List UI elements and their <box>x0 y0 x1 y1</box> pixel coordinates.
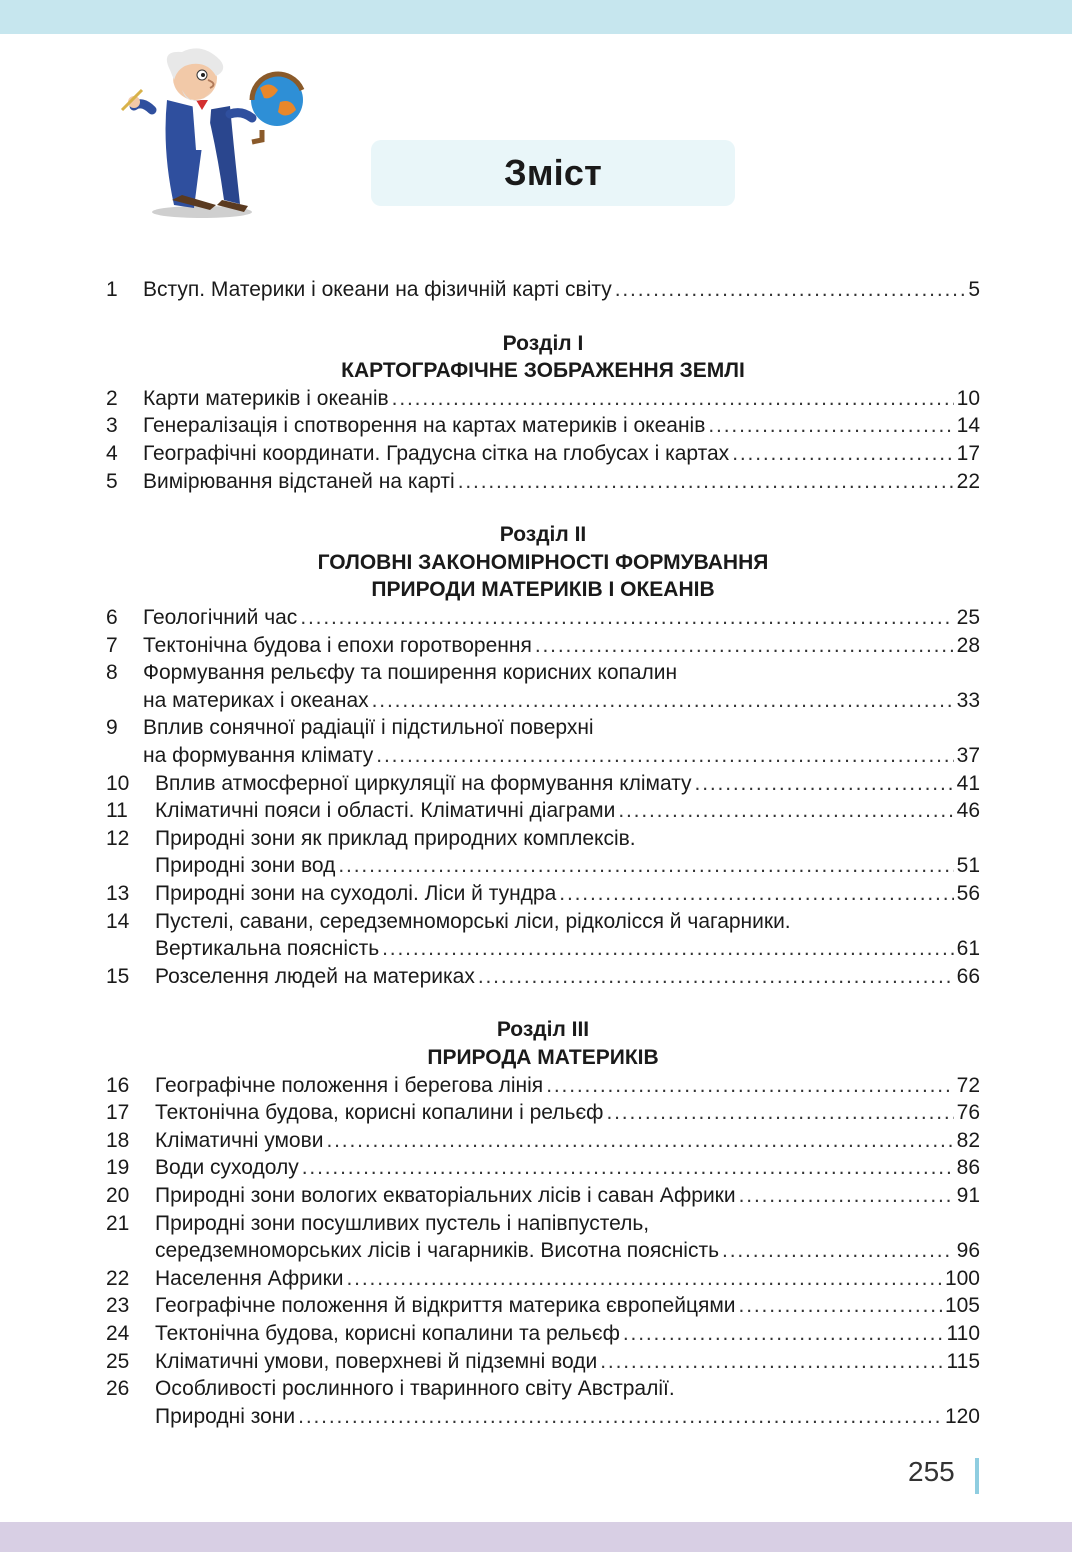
dot-leader <box>739 1182 954 1210</box>
entry-number: 14 <box>106 909 130 933</box>
entry-page: 82 <box>956 1128 980 1152</box>
professor-with-globe-illustration <box>112 40 322 220</box>
entry-page: 110 <box>946 1322 980 1345</box>
toc-entry <box>106 825 980 853</box>
entry-page: 76 <box>956 1101 980 1125</box>
toc-entry <box>106 1127 980 1155</box>
entry-title: Природні зони посушливих пустель і напівпустель, <box>155 1211 650 1235</box>
toc-entry <box>106 412 980 440</box>
toc-entry <box>106 468 980 496</box>
entry-number: 26 <box>106 1377 130 1401</box>
entry-page: 25 <box>956 606 980 629</box>
entry-title: Географічне положення і берегова лінія <box>155 1073 544 1097</box>
entry-number: 5 <box>106 469 118 493</box>
entry-title: Вимірювання відстаней на карті <box>143 469 455 493</box>
dot-leader <box>559 880 953 908</box>
dot-leader <box>623 1320 944 1348</box>
entry-page: 14 <box>956 414 980 438</box>
dot-leader <box>382 935 954 963</box>
entry-page: 51 <box>956 854 980 878</box>
entry-number: 10 <box>106 771 130 795</box>
entry-page: 41 <box>956 771 980 795</box>
entry-title: Географічні координати. Градусна сітка на глобусах і картах <box>143 442 730 465</box>
dot-leader <box>606 1099 953 1127</box>
entry-title: Геологічний час <box>143 606 298 629</box>
section-heading: ГОЛОВНІ ЗАКОНОМІРНОСТІ ФОРМУВАННЯ <box>317 550 769 574</box>
entry-number: 9 <box>106 716 118 740</box>
toc-entry <box>106 1265 980 1293</box>
dot-leader <box>338 852 953 880</box>
entry-number: 12 <box>106 826 130 850</box>
toc-entry <box>106 1375 980 1403</box>
section-heading: КАРТОГРАФІЧНЕ ЗОБРАЖЕННЯ ЗЕМЛІ <box>341 359 745 383</box>
dot-leader <box>347 1265 942 1293</box>
dot-leader <box>708 412 953 440</box>
toc-entry <box>106 880 980 908</box>
entry-number: 3 <box>106 414 118 438</box>
title-box <box>371 140 735 206</box>
toc-entry <box>106 276 980 304</box>
entry-page: 100 <box>944 1266 980 1290</box>
entry-number: 8 <box>106 661 118 685</box>
toc-entry <box>106 935 980 963</box>
entry-title: Населення Африки <box>155 1266 344 1290</box>
toc-entry <box>106 1072 980 1100</box>
entry-number: 20 <box>106 1184 130 1207</box>
toc-entry <box>106 908 980 936</box>
dot-leader <box>478 963 954 991</box>
entry-page: 22 <box>956 469 980 493</box>
bottom-color-band <box>0 1522 1072 1552</box>
entry-number: 18 <box>106 1128 130 1152</box>
entry-number: 21 <box>106 1211 130 1235</box>
section-label: Розділ ІІ <box>499 523 587 547</box>
entry-page: 33 <box>956 688 980 712</box>
dot-leader <box>546 1072 953 1100</box>
entry-page: 5 <box>968 278 980 301</box>
entry-title: Тектонічна будова, корисні копалини і рельєф <box>155 1101 604 1125</box>
toc-entry <box>106 1210 980 1238</box>
entry-title: Природні зони вод <box>155 854 336 878</box>
dot-leader <box>618 797 953 825</box>
entry-number: 6 <box>106 606 118 629</box>
entry-title: Природні зони <box>155 1404 296 1428</box>
dot-leader <box>302 1154 954 1182</box>
entry-number: 23 <box>106 1294 130 1318</box>
entry-title: Тектонічна будова і епохи горотворення <box>143 633 532 657</box>
entry-title: Географічне положення й відкриття материка європейцями <box>155 1294 736 1318</box>
entry-page: 46 <box>956 799 980 823</box>
entry-number: 4 <box>106 442 118 465</box>
entry-title: Природні зони на суходолі. Ліси й тундра <box>155 882 557 905</box>
toc-entry <box>106 1292 980 1320</box>
toc-entry <box>106 1182 980 1210</box>
page-title: Зміст <box>504 152 602 193</box>
entry-number: 19 <box>106 1156 130 1180</box>
entry-number: 22 <box>106 1266 130 1290</box>
entry-page: 10 <box>956 386 980 410</box>
dot-leader <box>326 1127 953 1155</box>
entry-title: Вертикальна поясність <box>155 937 380 961</box>
dot-leader <box>535 632 954 660</box>
entry-title: Тектонічна будова, корисні копалини та рельєф <box>155 1322 620 1345</box>
entry-page: 96 <box>956 1239 980 1263</box>
dot-leader <box>300 604 953 632</box>
section-label: Розділ І <box>502 331 584 355</box>
page-number-marker <box>975 1458 979 1494</box>
entry-number: 16 <box>106 1073 130 1097</box>
toc-entry <box>106 1320 980 1348</box>
dot-leader <box>298 1403 942 1431</box>
dot-leader <box>376 742 953 770</box>
entry-page: 105 <box>944 1294 980 1318</box>
entry-page: 61 <box>956 937 980 961</box>
entry-page: 72 <box>956 1073 980 1097</box>
dot-leader <box>722 1237 954 1265</box>
entry-title: Розселення людей на материках <box>155 964 475 988</box>
toc-entry <box>106 770 980 798</box>
top-color-band <box>0 0 1072 34</box>
entry-title: Вступ. Материки і океани на фізичній карті світу <box>143 278 612 301</box>
entry-title: Вплив сонячної радіації і підстильної поверхні <box>143 716 594 740</box>
page-number: 255 <box>908 1456 955 1487</box>
toc-entry <box>106 687 980 715</box>
entry-number: 2 <box>106 386 118 410</box>
entry-page: 37 <box>956 744 980 767</box>
toc-entry <box>106 714 980 742</box>
entry-number: 17 <box>106 1101 130 1125</box>
entry-title: Природні зони вологих екваторіальних лісів і саван Африки <box>155 1184 736 1207</box>
dot-leader <box>739 1292 942 1320</box>
toc-entry <box>106 742 980 770</box>
toc-entry <box>106 632 980 660</box>
toc-entry <box>106 1403 980 1431</box>
dot-leader <box>600 1348 943 1376</box>
entry-page: 28 <box>956 633 980 657</box>
toc-entry <box>106 385 980 413</box>
dot-leader <box>458 468 954 496</box>
entry-title: Кліматичні пояси і області. Кліматичні діаграми <box>155 799 616 823</box>
entry-title: Генералізація і спотворення на картах материків і океанів <box>143 414 706 438</box>
toc-entry <box>106 797 980 825</box>
toc-entry <box>106 440 980 468</box>
entry-title: Вплив атмосферної циркуляції на формування клімату <box>155 771 692 795</box>
entry-title: Карти материків і океанів <box>143 386 389 410</box>
dot-leader <box>695 770 954 798</box>
entry-page: 120 <box>944 1404 980 1428</box>
entry-page: 17 <box>956 442 980 465</box>
toc-entry <box>106 659 980 687</box>
entry-page: 91 <box>956 1184 980 1207</box>
entry-title: Кліматичні умови, поверхневі й підземні води <box>155 1349 598 1373</box>
toc-entry <box>106 1154 980 1182</box>
toc-entry <box>106 852 980 880</box>
entry-number: 7 <box>106 633 118 657</box>
entry-number: 25 <box>106 1349 130 1373</box>
section-heading: ПРИРОДА МАТЕРИКІВ <box>427 1046 659 1069</box>
dot-leader <box>615 276 966 304</box>
entry-title: Формування рельєфу та поширення корисних копалин <box>143 661 678 685</box>
toc-entry <box>106 1099 980 1127</box>
entry-title: на материках і океанах <box>143 688 369 712</box>
entry-number: 13 <box>106 882 130 905</box>
toc-entry <box>106 1348 980 1376</box>
dot-leader <box>732 440 953 468</box>
entry-number: 15 <box>106 964 130 988</box>
entry-title: Кліматичні умови <box>155 1128 324 1152</box>
dot-leader <box>372 687 954 715</box>
entry-page: 115 <box>946 1349 980 1373</box>
entry-page: 66 <box>956 964 980 988</box>
entry-number: 11 <box>106 799 128 823</box>
entry-title: Пустелі, савани, середземноморські ліси, рідколісся й чагарники. <box>155 909 791 933</box>
entry-title: на формування клімату <box>143 744 374 767</box>
dot-leader <box>392 385 954 413</box>
section-label: Розділ ІІІ <box>496 1018 590 1042</box>
entry-number: 24 <box>106 1322 130 1345</box>
toc-entry <box>106 604 980 632</box>
entry-number: 1 <box>106 278 118 301</box>
entry-page: 56 <box>956 882 980 905</box>
entry-title: середземноморських лісів і чагарників. Висотна поясність <box>155 1239 720 1263</box>
entry-title: Води суходолу <box>155 1156 299 1180</box>
entry-title: Особливості рослинного і тваринного світу Австралії. <box>155 1377 675 1401</box>
entry-title: Природні зони як приклад природних комплексів. <box>155 826 636 850</box>
entry-page: 86 <box>956 1156 980 1180</box>
toc-entry <box>106 1237 980 1265</box>
section-heading: ПРИРОДИ МАТЕРИКІВ І ОКЕАНІВ <box>371 578 715 602</box>
toc-entry <box>106 963 980 991</box>
